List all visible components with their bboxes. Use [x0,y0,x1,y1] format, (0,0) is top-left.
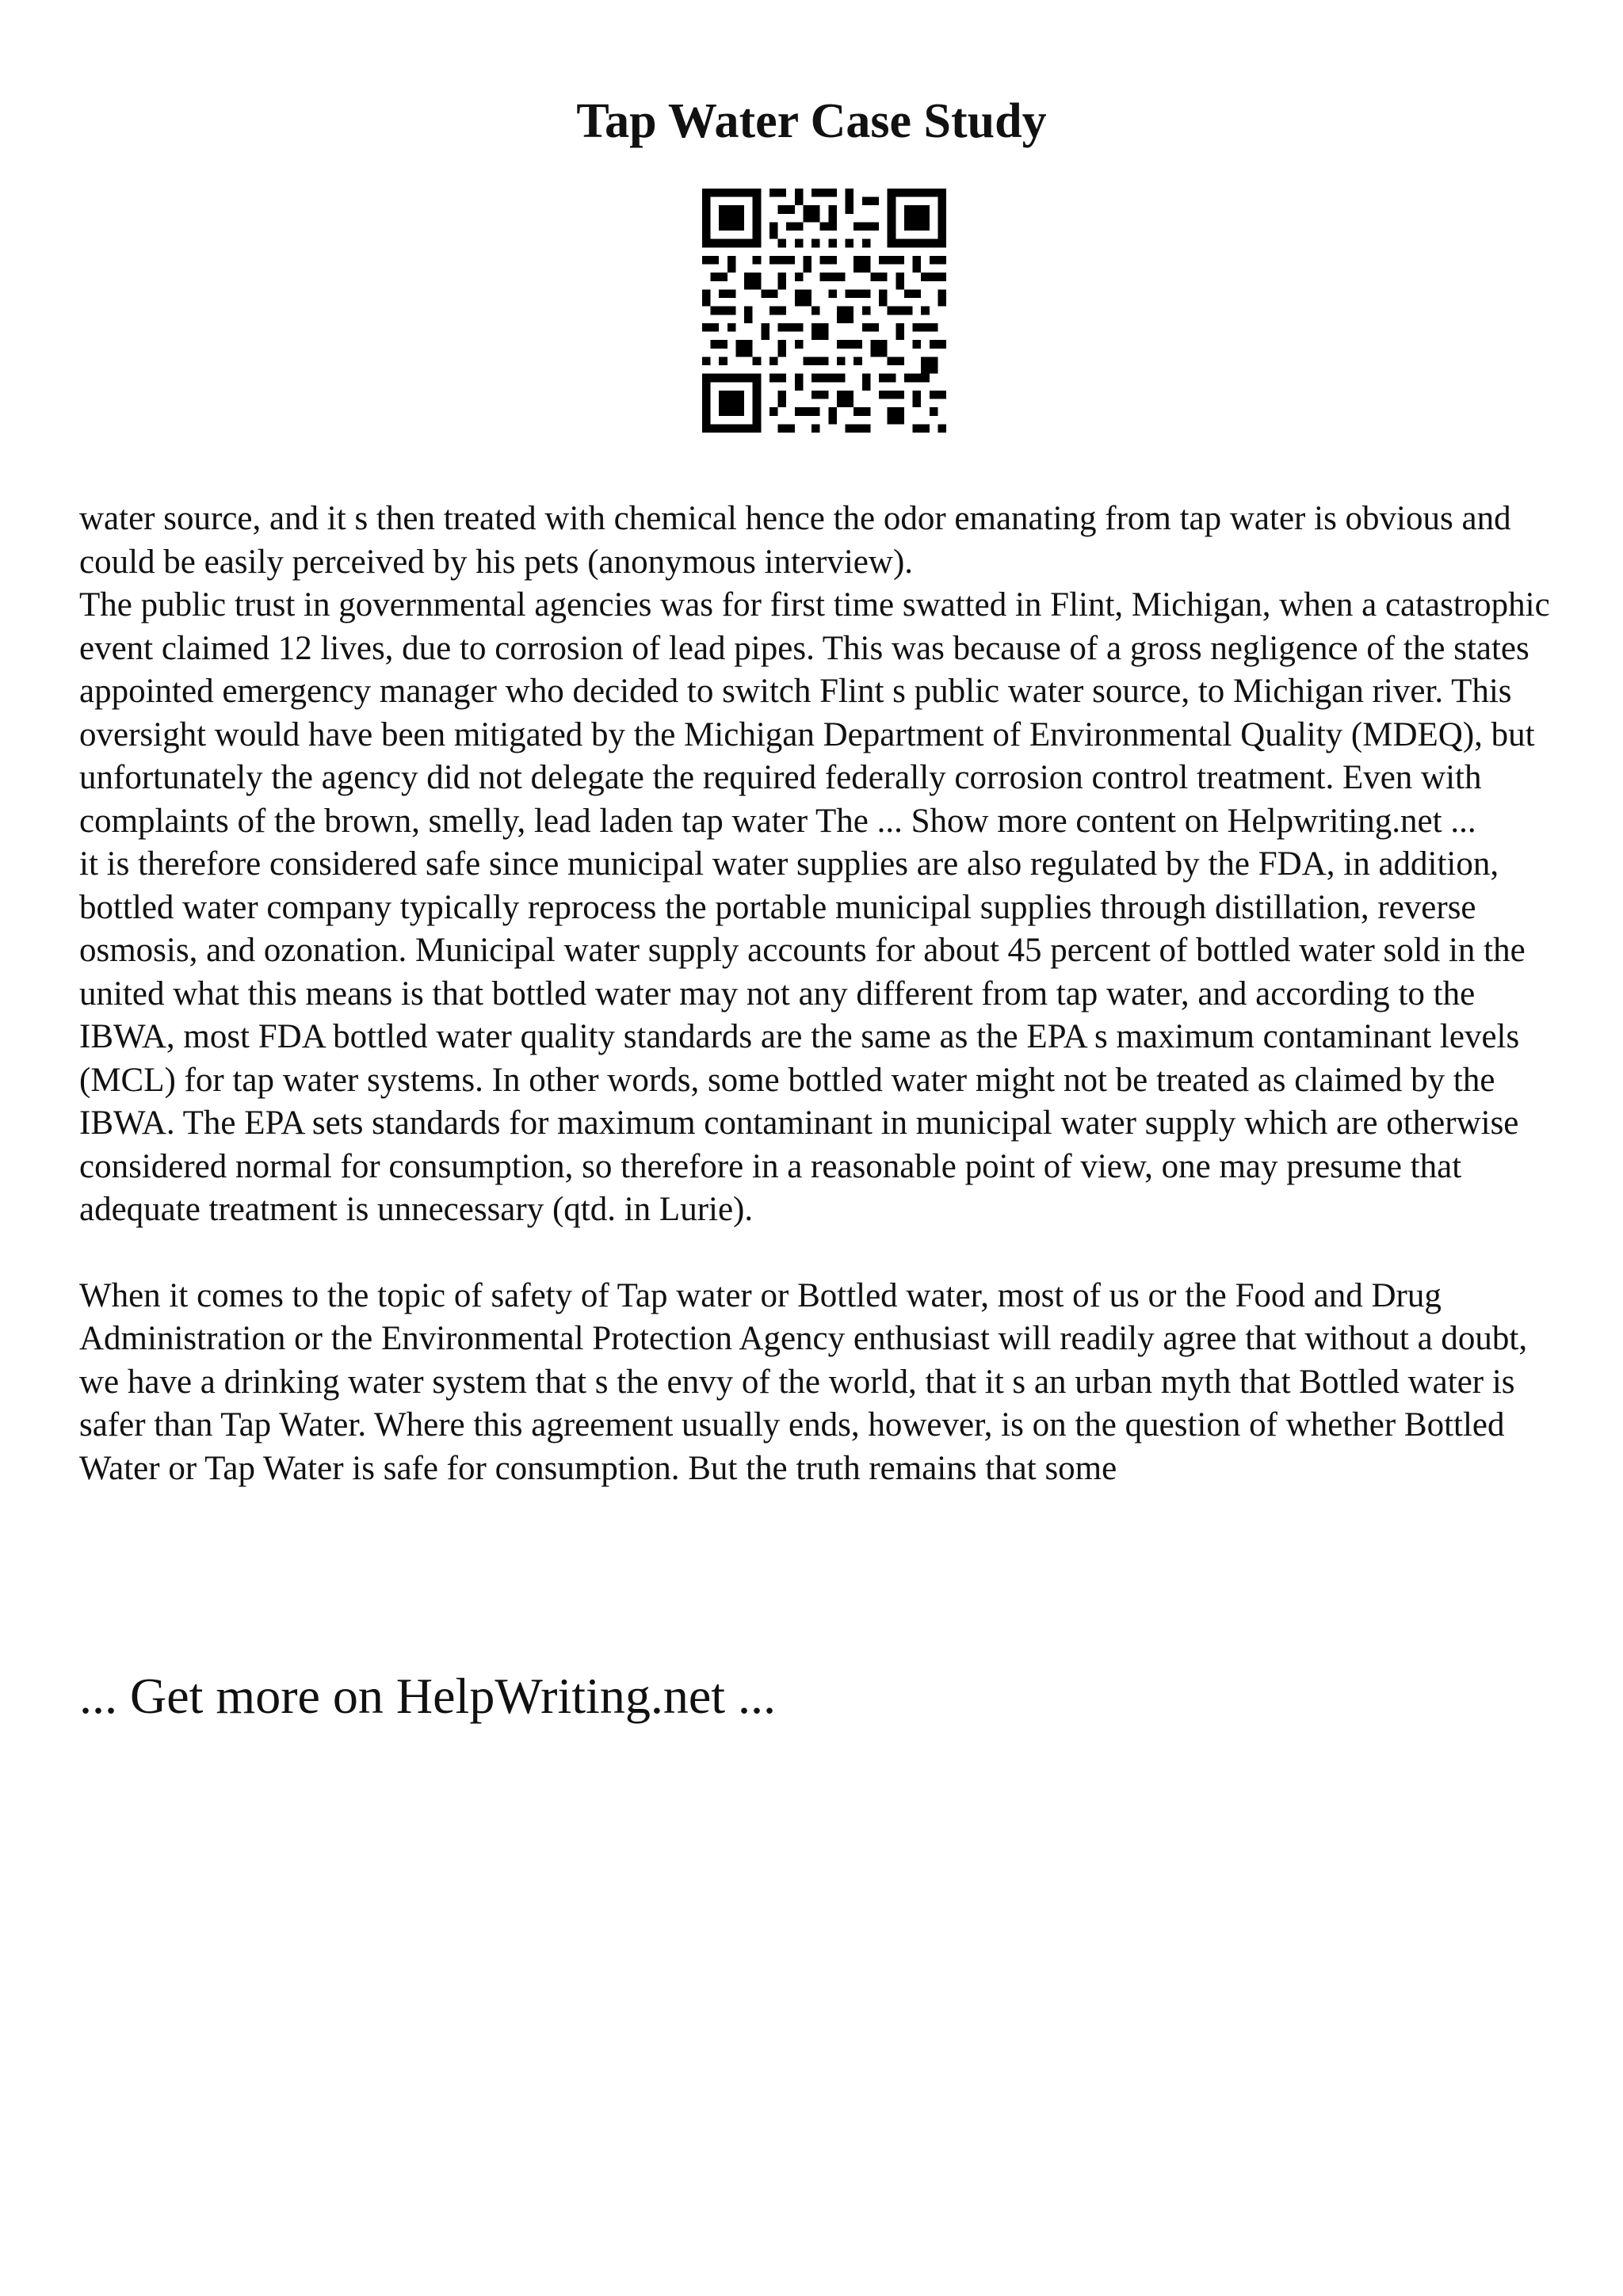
paragraph-2: The public trust in governmental agencies was for first time swatted in Flint, Michigan, when a catastrophic event claimed 12 lives, due to corrosion of lead pipes. This was because of a gross negligence of the states appointed emergency manager who decided to switch Flint s public water source, to Michigan river. This oversight would have been mitigated by the Michigan Department of Environmental Quality (MDEQ), but unfortunately the agency did not delegate the required federally corrosion control treatment. Even with complaints of the brown, smelly, lead laden tap water The ... Show more content on Helpwriting.net ... [79,586,1550,840]
qr-code-icon[interactable] [702,189,946,433]
paragraph-3: it is therefore considered safe since municipal water supplies are also regulated by the FDA, in addition, bottled water company typically reprocess the portable municipal supplies through distillation, reverse osmosis, and ozonation. Municipal water supply accounts for about 45 percent of bottled water sold in the united what this means is that bottled water may not any different from tap water, and according to the IBWA, most FDA bottled water quality standards are the same as the EPA s maximum contaminant levels (MCL) for tap water systems. In other words, some bottled water might not be treated as claimed by the IBWA. The EPA sets standards for maximum contaminant in municipal water supply which are otherwise considered normal for consumption, so therefore in a reasonable point of view, one may presume that adequate treatment is unnecessary (qtd. in Lurie). [79,845,1526,1228]
paragraph-4: When it comes to the topic of safety of Tap water or Bottled water, most of us or the Food and Drug Administration or the Environmental Protection Agency enthusiast will readily agree that without a doubt, we have a drinking water system that s the envy of the world, that it s an urban myth that Bottled water is safer than Tap Water. Where this agreement usually ends, however, is on the question of whether Bottled Water or Tap Water is safe for consumption. But the truth remains that some [79,1276,1528,1487]
get-more-link[interactable]: ... Get more on HelpWriting.net ... [79,1668,776,1724]
qr-code-graphic [702,189,946,433]
document-body [79,498,1569,1490]
document-title: Tap Water Case Study [576,94,1047,148]
paragraph-spacer [79,1232,1569,1275]
paragraph-1: water source, and it s then treated with chemical hence the odor emanating from tap water is obvious and could be easily perceived by his pets (anonymous interview). [79,500,1511,581]
